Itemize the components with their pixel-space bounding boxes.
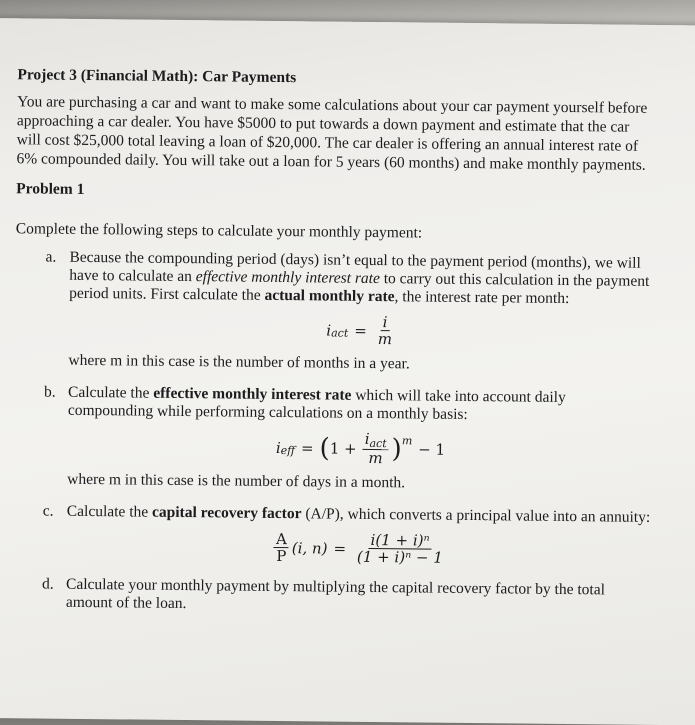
paper-sheet	[0, 18, 695, 725]
step-text: Calculate the effective monthly interest rate which will take into account daily compounding while performing calculations on a monthly basis:	[67, 383, 566, 423]
step-text: Calculate the capital recovery factor (A/P), which converts a principal value into an annuity:	[66, 502, 651, 526]
document-page	[12, 66, 658, 632]
formula-actual-rate: i act = $\frac{i}{m}$	[326, 313, 393, 349]
formula-capital-recovery: $\frac{A}{P}$ (i, n) = $\frac{\text{i(1 + i)ⁿ}}{\text{(1 + i)ⁿ − 1}}$	[275, 529, 443, 567]
step-note: where m in this case is the number of months in a year.	[68, 351, 410, 373]
bold-term: capital recovery factor	[151, 503, 302, 523]
instructions-lead: Complete the following steps to calculate your monthly payment:	[15, 220, 423, 242]
step-text: Because the compounding period (days) isn’t equal to the payment period (months), we will have to calculate an effective monthly interest rate to carry out this calculation in the payment period units. First calculate the actual monthly rate, the interest rate per month:	[69, 248, 650, 308]
document-title: Project 3 (Financial Math): Car Payments	[17, 66, 297, 87]
bold-term: actual monthly rate	[264, 286, 395, 306]
step-marker: c.	[42, 502, 54, 520]
bold-term: effective monthly interest rate	[153, 384, 352, 404]
step-note: where m in this case is the number of days in a month.	[67, 470, 406, 492]
emphasis-text: effective monthly interest rate	[195, 268, 380, 288]
steps-list	[12, 248, 656, 618]
step-marker: b.	[43, 383, 56, 401]
step-b	[13, 383, 654, 495]
step-marker: d.	[41, 575, 54, 593]
step-d	[12, 575, 652, 618]
formula-effective-rate: i eff = ( 1 + $\frac{i_{act}}{m}$ ) m − 1	[275, 429, 446, 468]
step-c	[12, 502, 653, 568]
intro-paragraph: You are purchasing a car and want to make some calculations about your car payment yourself before approaching a car dealer. You have $5000 to put towards a down payment and estimate that the car will cost $25,000 total leaving a loan of $20,000. The car dealer is offering an annual interest rate of 6% compounded daily. You will take out a loan for 5 years (60 months) and make monthly payments.	[16, 93, 648, 174]
problem-heading: Problem 1	[16, 180, 85, 198]
step-marker: a.	[45, 248, 57, 266]
step-a	[14, 248, 655, 376]
step-text: Calculate your monthly payment by multiplying the capital recovery factor by the total amount of the loan.	[65, 575, 606, 613]
